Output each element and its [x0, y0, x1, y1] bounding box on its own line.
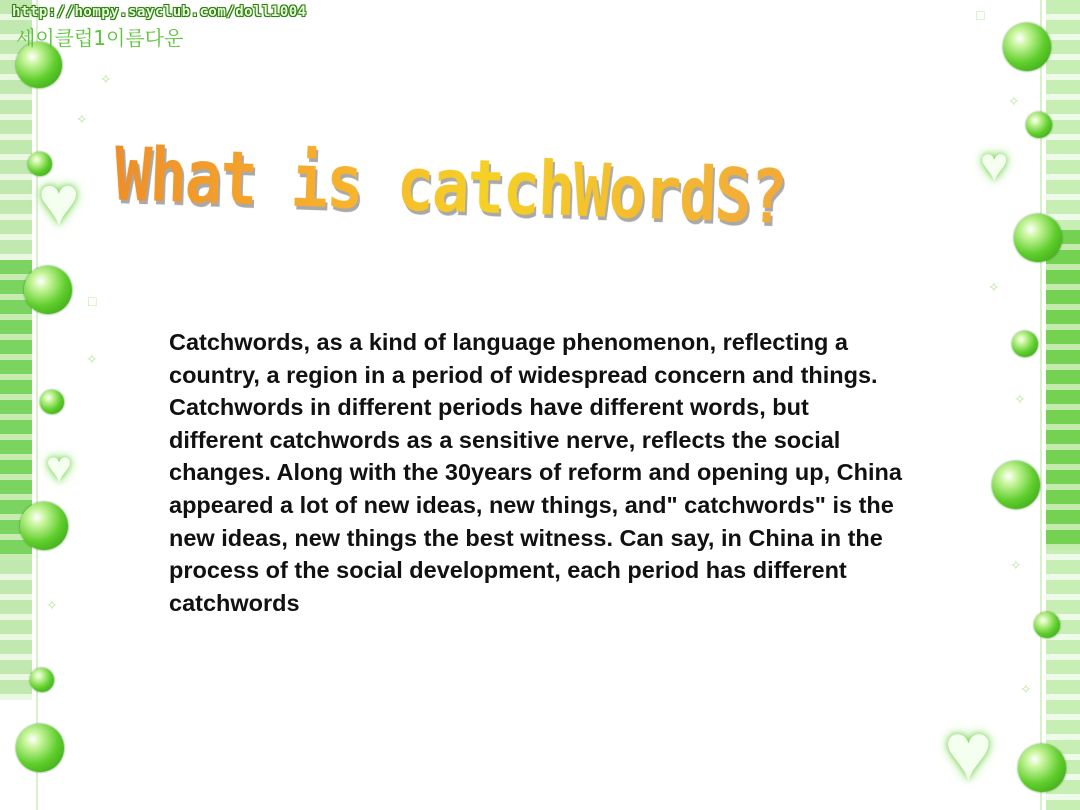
heart-icon: ♥ [980, 139, 1009, 192]
bubble-icon [1012, 331, 1038, 357]
bubble-icon [1014, 214, 1062, 262]
sparkle-icon: ✧ [1008, 93, 1020, 109]
sparkle-icon: ✧ [76, 111, 88, 127]
sparkle-icon: ✧ [100, 71, 112, 87]
bubble-icon [30, 668, 54, 692]
bubble-icon [20, 502, 68, 550]
bubble-icon [1026, 112, 1052, 138]
bubble-icon [1018, 744, 1066, 792]
heart-icon: ♥ [46, 443, 73, 492]
sparkle-icon: ✧ [46, 597, 58, 613]
bubble-icon [1034, 612, 1060, 638]
sparkle-icon: ✧ [1020, 681, 1032, 697]
heart-icon: ♥ [38, 162, 80, 240]
bubble-icon [992, 461, 1040, 509]
slide-title: What is catchWordS? [112, 130, 787, 241]
sparkle-icon: ✧ [988, 279, 1000, 295]
sparkle-icon: ✧ [1014, 391, 1026, 407]
slide-body-text: Catchwords, as a kind of language phenomenon, reflecting a country, a region in a period of widespread concern and things. Catchwords in different periods have different words, but different catchwords as a sensitive nerve, reflects the social changes. Along with the 30years of reform and opening up, China appeared a lot of new ideas, new things, and" catchwords" is the new ideas, new things the best witness. Can say, in China in the process of the social development, each period has different catchwords [169, 329, 902, 616]
right-border-accent [1046, 230, 1080, 550]
bubble-icon [16, 724, 64, 772]
heart-icon: ♥ [944, 707, 993, 798]
sparkle-icon: ✧ [86, 351, 98, 367]
site-url: http://hompy.sayclub.com/doll1004 [12, 4, 307, 20]
sparkle-icon: □ [976, 7, 985, 23]
sparkle-icon: ✧ [1010, 557, 1022, 573]
bubble-icon [1003, 23, 1051, 71]
sparkle-icon: □ [88, 293, 97, 309]
korean-caption: 세이클럽1이름다운 [16, 26, 184, 50]
bubble-icon [24, 266, 72, 314]
bubble-icon [40, 390, 64, 414]
